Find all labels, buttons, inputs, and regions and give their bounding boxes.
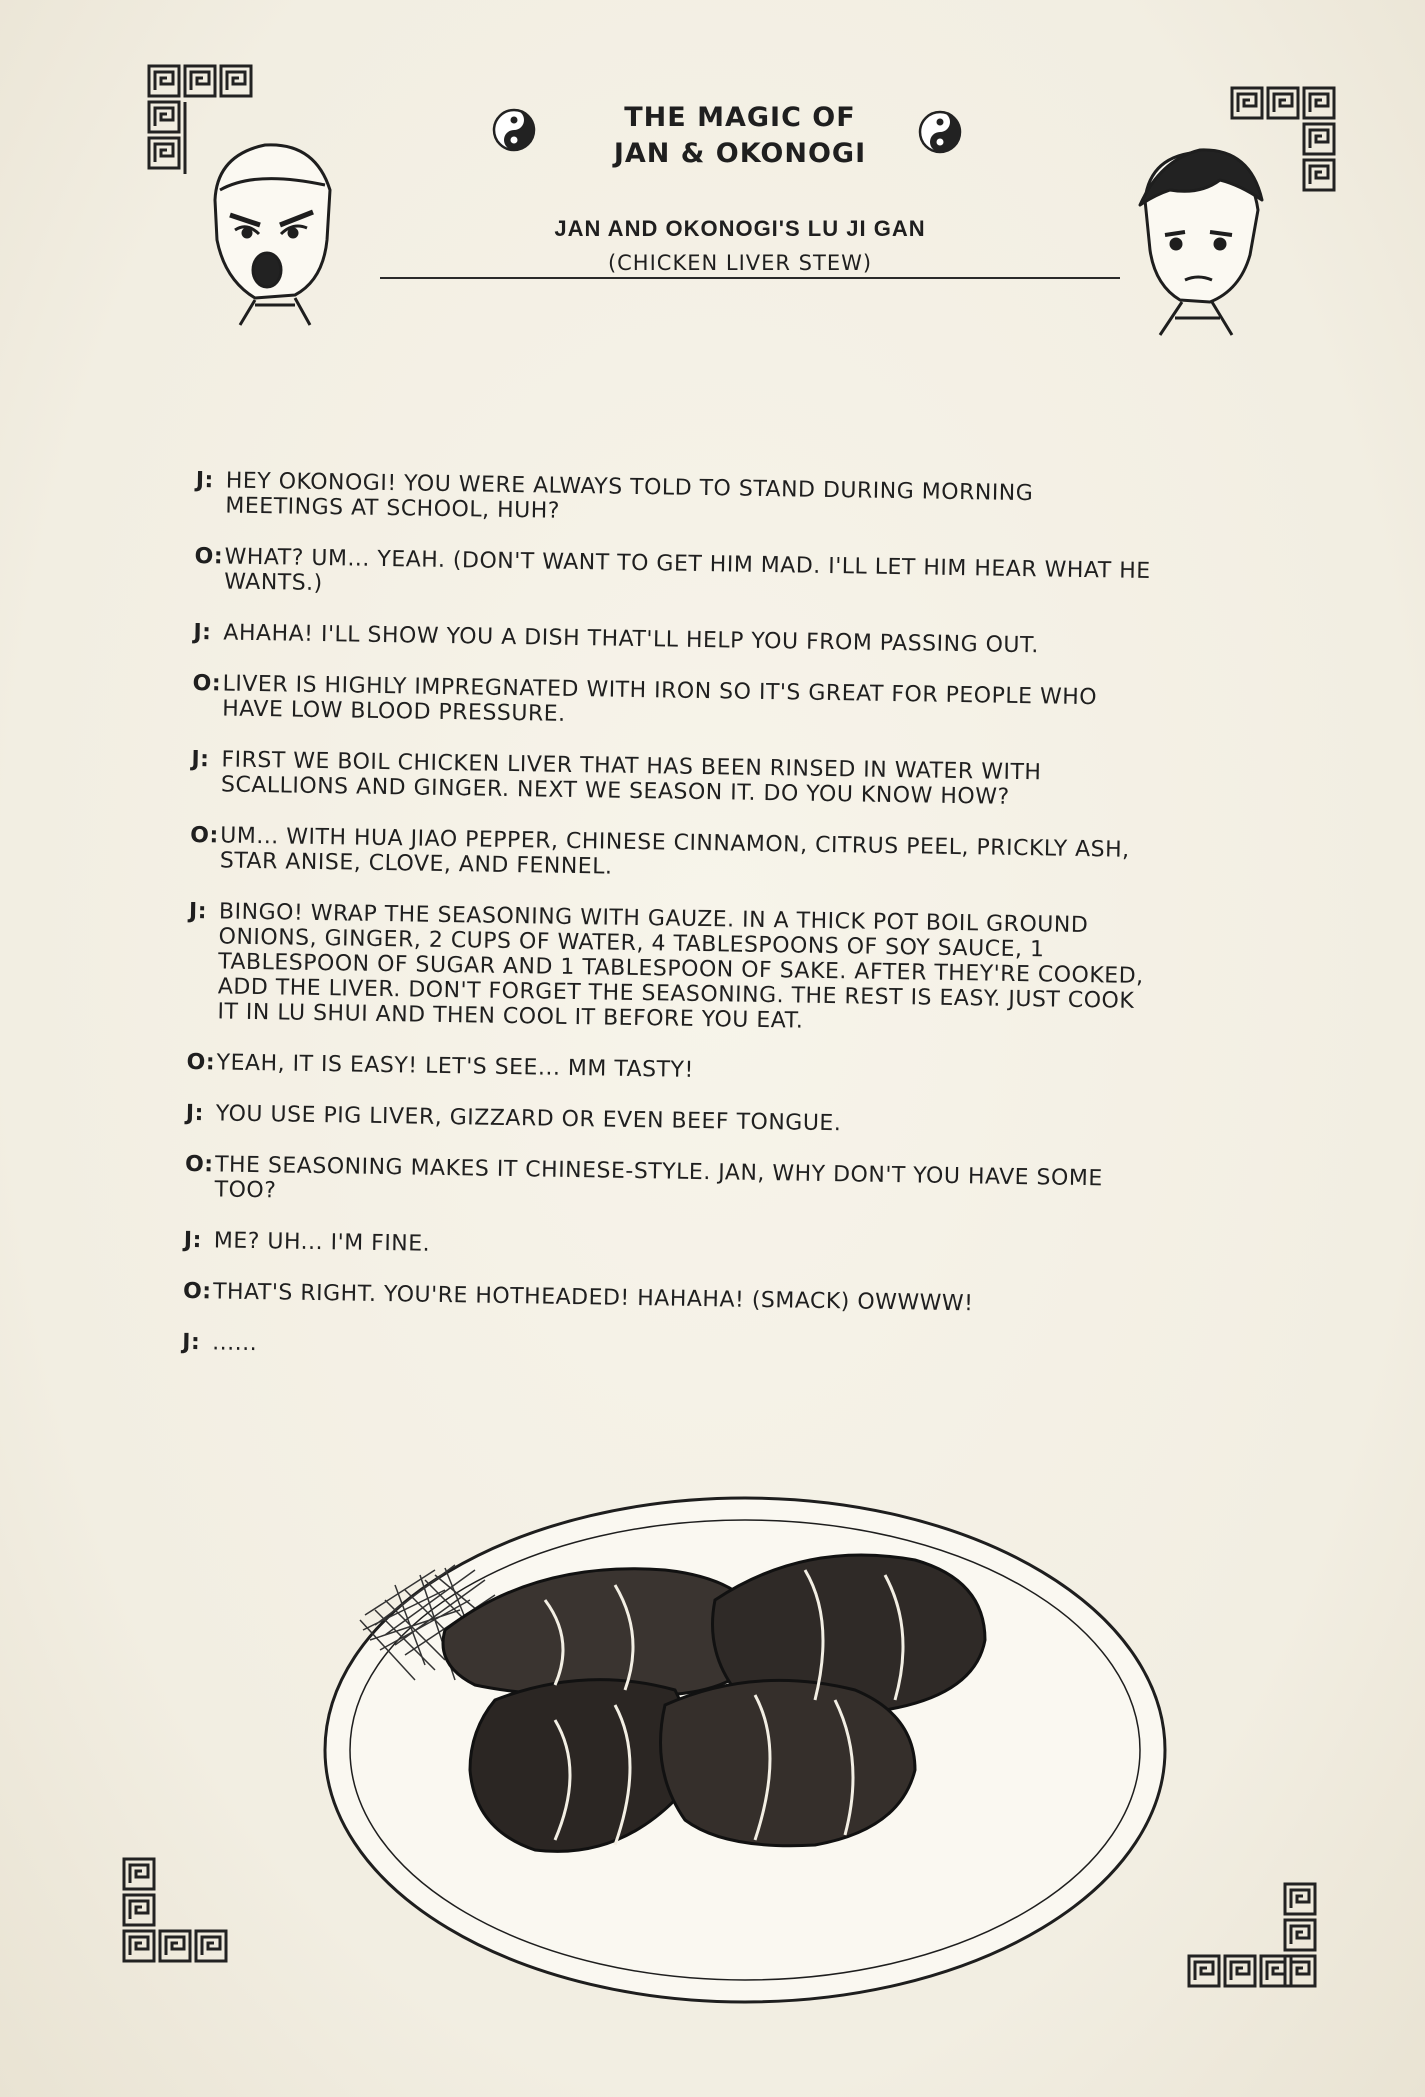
speaker-label: O: xyxy=(186,1049,216,1076)
recipe-title: JAN AND OKONOGI'S LU JI GAN xyxy=(554,216,926,241)
speaker-label: O: xyxy=(190,822,219,849)
dialogue-line xyxy=(182,1330,1142,1370)
speaker-label: O: xyxy=(192,670,222,697)
dialogue-line xyxy=(192,671,1153,736)
dialogue-text: ...... xyxy=(212,1330,258,1357)
dialogue-text: UM... WITH HUA JIAO PEPPER, CHINESE CINNAMON, CITRUS PEEL, PRICKLY ASH, STAR ANISE, CLOVE, AND FENNEL. xyxy=(219,823,1130,880)
dialogue-line xyxy=(195,468,1156,533)
dialogue-text: YEAH, IT IS EASY! LET'S SEE... MM TASTY! xyxy=(216,1050,694,1083)
header-divider xyxy=(380,277,1120,279)
dialogue-text: YOU USE PIG LIVER, GIZZARD OR EVEN BEEF TONGUE. xyxy=(215,1101,842,1137)
speaker-label: J: xyxy=(188,898,208,925)
speaker-label: J: xyxy=(193,619,212,646)
dialogue-text: HEY OKONOGI! YOU WERE ALWAYS TOLD TO STAND DURING MORNING MEETINGS AT SCHOOL, HUH? xyxy=(225,468,1034,524)
dialogue-text: THAT'S RIGHT. YOU'RE HOTHEADED! HAHAHA! (SMACK) OWWWW! xyxy=(212,1279,974,1317)
speaker-label: O: xyxy=(182,1278,212,1305)
speaker-label: J: xyxy=(183,1227,203,1254)
dialogue-text: ME? UH... I'M FINE. xyxy=(213,1228,431,1257)
dialogue-text: THE SEASONING MAKES IT CHINESE-STYLE. JAN, WHY DON'T YOU HAVE SOME TOO? xyxy=(214,1152,1103,1204)
recipe-subtitle: (CHICKEN LIVER STEW) xyxy=(607,251,873,275)
dialogue-text: BINGO! WRAP THE SEASONING WITH GAUZE. IN A THICK POT BOIL GROUND ONIONS, GINGER, 2 CUPS OF WATER, 4 TABLESPOONS OF SOY SAUCE, 1 TABLESPOON OF SUGAR AND 1 TABLESPOON OF SAKE. AFTER THEY'RE COOKED, ADD THE LIVER. DON'T FORGET THE SEASONING. THE REST IS EASY. JUST COOK IT IN LU SHUI AND THEN COOL IT BEFORE YOU EAT. xyxy=(217,899,1144,1034)
dialogue-line xyxy=(193,620,1153,660)
chicken-liver-plate-illustration xyxy=(285,1450,1215,2034)
page-title-line1: THE MAGIC OF xyxy=(624,102,856,133)
speaker-label: J: xyxy=(195,468,214,494)
dialogue-line xyxy=(184,1152,1145,1217)
dialogue-line xyxy=(184,1228,1144,1268)
page-title-line2: JAN & OKONOGI xyxy=(613,138,867,169)
okonogi-portrait-illustration xyxy=(1120,140,1270,344)
speaker-label: J: xyxy=(182,1329,201,1356)
dialogue-text: AHAHA! I'LL SHOW YOU A DISH THAT'LL HELP YOU FROM PASSING OUT. xyxy=(223,620,1040,659)
dialogue-text: LIVER IS HIGHLY IMPREGNATED WITH IRON SO IT'S GREAT FOR PEOPLE WHO HAVE LOW BLOOD PRESSURE. xyxy=(222,671,1098,727)
dialogue-line xyxy=(190,823,1151,888)
page-header xyxy=(540,100,940,278)
speaker-label: J: xyxy=(191,746,210,773)
bottom-left-meander-ornament xyxy=(120,1855,250,1975)
speaker-label: O: xyxy=(194,543,224,570)
speaker-label: O: xyxy=(184,1151,214,1178)
dialogue-text: WHAT? UM... YEAH. (DON'T WANT TO GET HIM MAD. I'LL LET HIM HEAR WHAT HE WANTS.) xyxy=(224,544,1151,597)
dialogue-line xyxy=(187,899,1149,1039)
dialogue-line xyxy=(194,544,1155,609)
dialogue-line xyxy=(183,1279,1143,1319)
dialogue-text: FIRST WE BOIL CHICKEN LIVER THAT HAS BEEN RINSED IN WATER WITH SCALLIONS AND GINGER. NEXT WE SEASON IT. DO YOU KNOW HOW? xyxy=(220,747,1042,810)
dialogue-line xyxy=(191,747,1152,812)
jan-portrait-illustration xyxy=(195,130,345,334)
recipe-dialogue xyxy=(182,468,1156,1396)
dialogue-line xyxy=(186,1050,1146,1090)
dialogue-line xyxy=(186,1101,1146,1141)
yin-yang-icon xyxy=(492,108,536,152)
speaker-label: J: xyxy=(185,1100,205,1127)
